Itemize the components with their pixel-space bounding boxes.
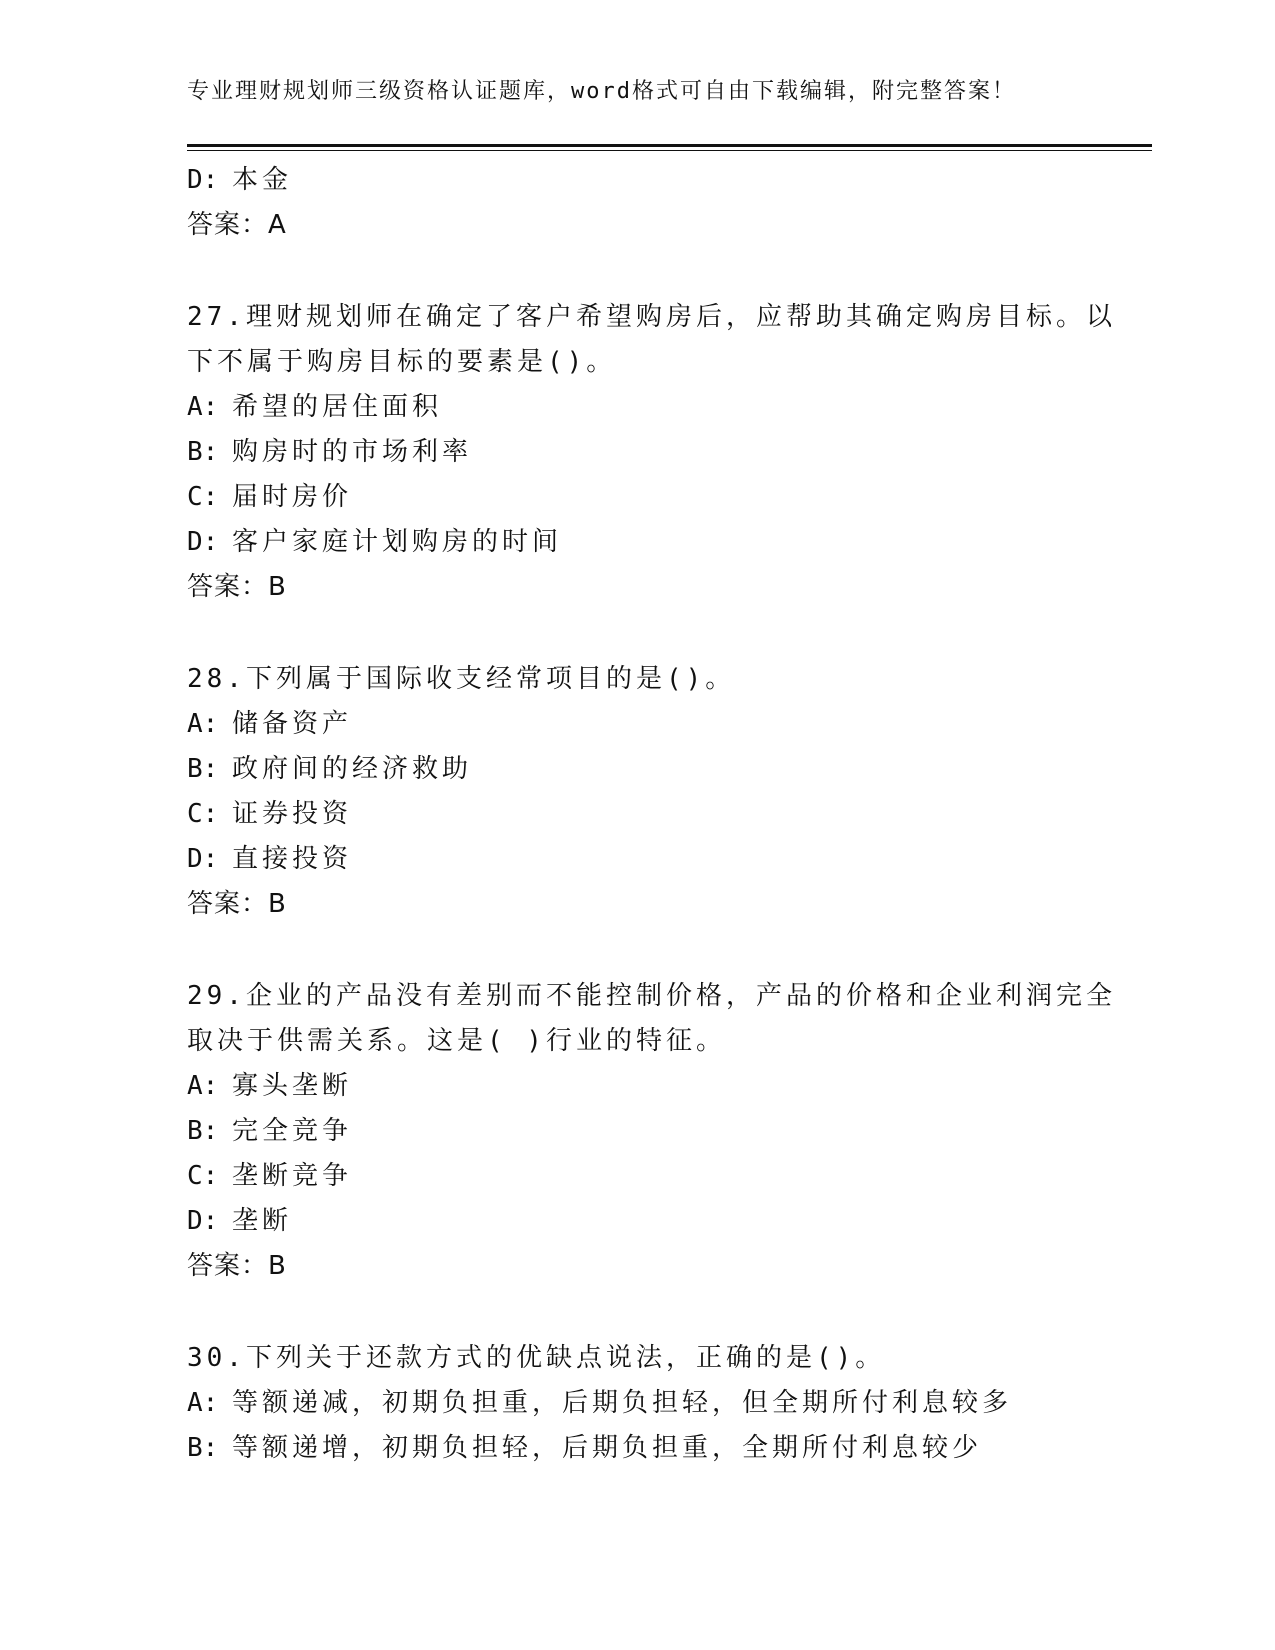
option-letter: C: (187, 482, 219, 512)
option-text: 证券投资 (232, 799, 353, 829)
question-stem: 下不属于购房目标的要素是()。 (187, 347, 617, 377)
option-text: 客户家庭计划购房的时间 (232, 527, 563, 557)
option-c (187, 475, 1087, 520)
option-text: 本金 (232, 165, 293, 195)
header-divider-thin (187, 150, 1152, 151)
option-d (187, 837, 1087, 882)
spacer (187, 610, 1087, 657)
answer-line: 答案：B (187, 572, 287, 602)
option-letter: D: (187, 844, 219, 874)
header-divider-thick (187, 144, 1152, 147)
option-a (187, 385, 1087, 430)
option-c (187, 792, 1087, 837)
option-text: 等额递减，初期负担重，后期负担轻，但全期所付利息较多 (232, 1388, 1013, 1418)
answer-line: 答案：A (187, 210, 287, 240)
option-text: 储备资产 (232, 709, 353, 739)
option-letter: A: (187, 392, 219, 422)
question-stem: 29.企业的产品没有差别而不能控制价格，产品的价格和企业利润完全 (187, 981, 1116, 1011)
option-d (187, 1199, 1087, 1244)
option-d (187, 520, 1087, 565)
option-text: 完全竞争 (232, 1116, 353, 1146)
option-a (187, 702, 1087, 747)
option-letter: B: (187, 1116, 219, 1146)
option-text: 垄断 (232, 1206, 293, 1236)
option-letter: A: (187, 1071, 219, 1101)
option-letter: D: (187, 1206, 219, 1236)
option-letter: B: (187, 437, 219, 467)
spacer (187, 1289, 1087, 1336)
option-letter: A: (187, 1388, 219, 1418)
question-stem: 取决于供需关系。这是( )行业的特征。 (187, 1026, 726, 1056)
option-c (187, 1154, 1087, 1199)
option-a (187, 1381, 1087, 1426)
option-letter: C: (187, 1161, 219, 1191)
answer-line: 答案：B (187, 889, 287, 919)
option-text: 直接投资 (232, 844, 353, 874)
option-letter: B: (187, 754, 219, 784)
option-text: 垄断竞争 (232, 1161, 353, 1191)
option-b (187, 747, 1087, 792)
option-b (187, 1426, 1087, 1471)
answer-line: 答案：B (187, 1251, 287, 1281)
spacer (187, 248, 1087, 295)
option-letter: A: (187, 709, 219, 739)
question-stem: 30.下列关于还款方式的优缺点说法，正确的是()。 (187, 1343, 886, 1373)
option-a (187, 1064, 1087, 1109)
option-b (187, 430, 1087, 475)
option-text: 希望的居住面积 (232, 392, 443, 422)
option-letter: D: (187, 527, 219, 557)
option-text: 购房时的市场利率 (232, 437, 473, 467)
option-text: 届时房价 (232, 482, 353, 512)
option-text: 寡头垄断 (232, 1071, 353, 1101)
option-text: 政府间的经济救助 (232, 754, 473, 784)
option-letter: C: (187, 799, 219, 829)
spacer (187, 927, 1087, 974)
option-letter: B: (187, 1433, 219, 1463)
question-content (187, 158, 1116, 1471)
option-letter: D: (187, 165, 219, 195)
page-header-title: 专业理财规划师三级资格认证题库，word格式可自由下载编辑，附完整答案！ (187, 79, 1016, 104)
question-stem: 28.下列属于国际收支经常项目的是()。 (187, 664, 736, 694)
question-stem: 27.理财规划师在确定了客户希望购房后，应帮助其确定购房目标。以 (187, 302, 1116, 332)
option-d (187, 158, 1087, 203)
option-b (187, 1109, 1087, 1154)
option-text: 等额递增，初期负担轻，后期负担重，全期所付利息较少 (232, 1433, 983, 1463)
